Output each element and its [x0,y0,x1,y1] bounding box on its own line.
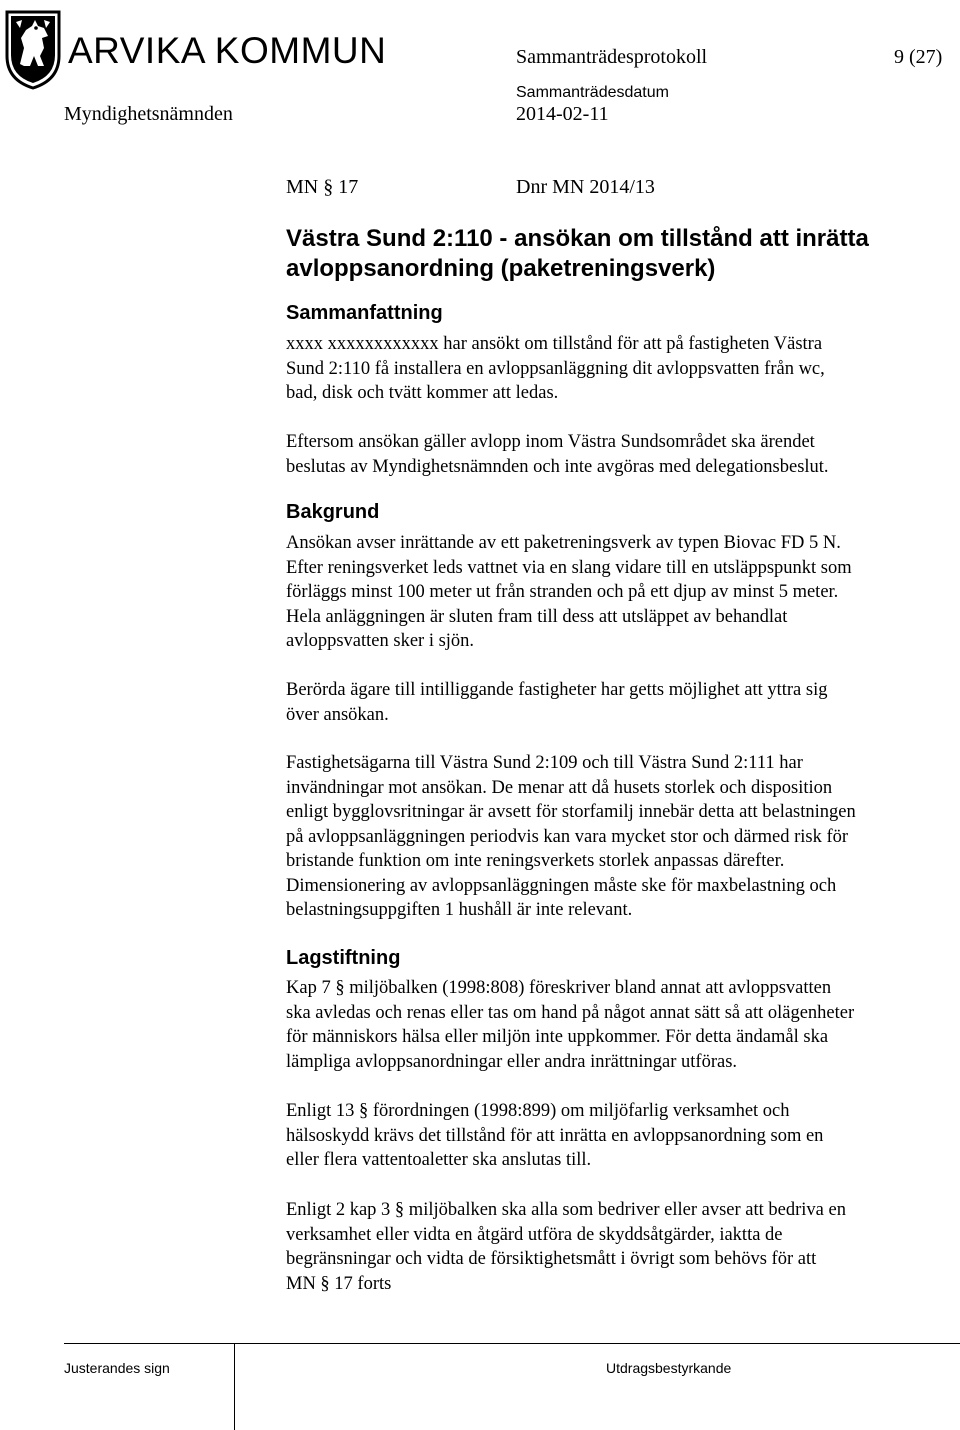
text-line: lämpliga avloppsanordningar eller andra inrättningar utföras. [286,1051,738,1072]
meeting-date-label: Sammanträdesdatum [516,84,669,101]
footer-divider [64,1343,960,1344]
case-paragraph-number: MN § 17 [286,176,359,198]
meeting-date: 2014-02-11 [516,103,609,125]
case-title: Västra Sund 2:110 - ansökan om tillstånd att inrätta avloppsanordning (paketreningsverk) [286,225,869,282]
page-number: 9 (27) [894,46,943,68]
text-line: Enligt 13 § förordningen (1998:899) om miljöfarlig verksamhet och [286,1101,790,1121]
text-line: över ansökan. [286,704,389,725]
case-diary-number: Dnr MN 2014/13 [516,176,655,198]
text-line: Berörda ägare till intilliggande fastigheter har getts möjlighet att yttra sig [286,680,828,700]
text-line: för människors hälsa eller miljön inte uppkommer. För detta ändamål ska [286,1027,829,1047]
text-line: Dimensionering av avloppsanläggningen måste ske för maxbelastning och [286,875,837,896]
doc-type: Sammanträdesprotokoll [516,46,708,68]
footer-extract-label: Utdragsbestyrkande [606,1360,732,1376]
paragraph-sammanfattning-1 [286,332,926,406]
text-line: Kap 7 § miljöbalken (1998:808) föreskriver bland annat att avloppsvatten [286,978,832,998]
paragraph-lagstiftning-1 [286,976,926,1074]
text-line: förläggs minst 100 meter ut från stranden och på ett djup av minst 5 meter. [286,582,839,602]
text-line: verksamhet eller vidta en åtgärd utföra de skyddsåtgärder, iaktta de [286,1224,783,1245]
paragraph-sammanfattning-2 [286,430,926,479]
text-line: Enligt 2 kap 3 § miljöbalken ska alla som bedriver eller avser att bedriva en [286,1200,846,1220]
org-name: ARVIKA KOMMUN [68,30,387,71]
text-line: beslutas av Myndighetsnämnden och inte avgöras med delegationsbeslut. [286,456,829,477]
paragraph-bakgrund-2 [286,678,926,727]
text-line: begränsningar och vidta de försiktighetsmått i övrigt som behövs för att [286,1249,817,1269]
text-line: Eftersom ansökan gäller avlopp inom Västra Sundsområdet ska ärendet [286,432,815,452]
text-line: xxxx xxxxxxxxxxxx har ansökt om tillstånd för att på fastigheten Västra [286,334,823,354]
text-line: invändningar mot ansökan. De menar att då husets storlek och disposition [286,777,833,798]
text-line: avloppsvatten sker i sjön. [286,631,475,651]
paragraph-bakgrund-3 [286,751,926,923]
paragraph-lagstiftning-3 [286,1198,926,1296]
paragraph-bakgrund-1 [286,531,926,654]
committee-name: Myndighetsnämnden [64,103,233,125]
text-line: belastningsuppgiften 1 hushåll är inte relevant. [286,900,633,920]
text-line: enligt bygglovsritningar är avsett för storfamilj innebär detta att belastningen [286,802,856,822]
text-line: Hela anläggningen är sluten fram till dess att utsläppet av behandlat [286,606,788,627]
section-heading-bakgrund: Bakgrund [286,501,380,523]
signature-box-divider [234,1343,235,1430]
text-line: ska avledas och renas eller tas om hand på något annat sätt så att olägenheter [286,1002,855,1023]
section-heading-lagstiftning: Lagstiftning [286,947,401,969]
text-line: eller flera vattentoaletter ska anslutas till. [286,1150,592,1170]
continuation-note: MN § 17 forts [286,1273,392,1294]
text-line: Fastighetsägarna till Västra Sund 2:109 och till Västra Sund 2:111 har [286,753,803,773]
text-line: Ansökan avser inrättande av ett paketreningsverk av typen Biovac FD 5 N. [286,533,841,553]
footer-signature-label: Justerandes sign [64,1360,170,1376]
coat-of-arms-icon [4,8,62,90]
text-line: hälsoskydd krävs det tillstånd för att inrätta en avloppsanordning som en [286,1125,824,1146]
text-line: Sund 2:110 få installera en avloppsanläggning dit avloppsvatten från wc, [286,358,825,379]
text-line: bristande funktion om inte reningsverkets storlek anpassas därefter. [286,851,785,871]
section-heading-sammanfattning: Sammanfattning [286,302,443,324]
paragraph-lagstiftning-2 [286,1099,926,1173]
text-line: Efter reningsverket leds vattnet via en slang vidare till en utsläppspunkt som [286,557,852,578]
text-line: bad, disk och tvätt kommer att ledas. [286,383,559,403]
text-line: på avloppsanläggningen periodvis kan vara mycket stor och därmed risk för [286,826,849,847]
